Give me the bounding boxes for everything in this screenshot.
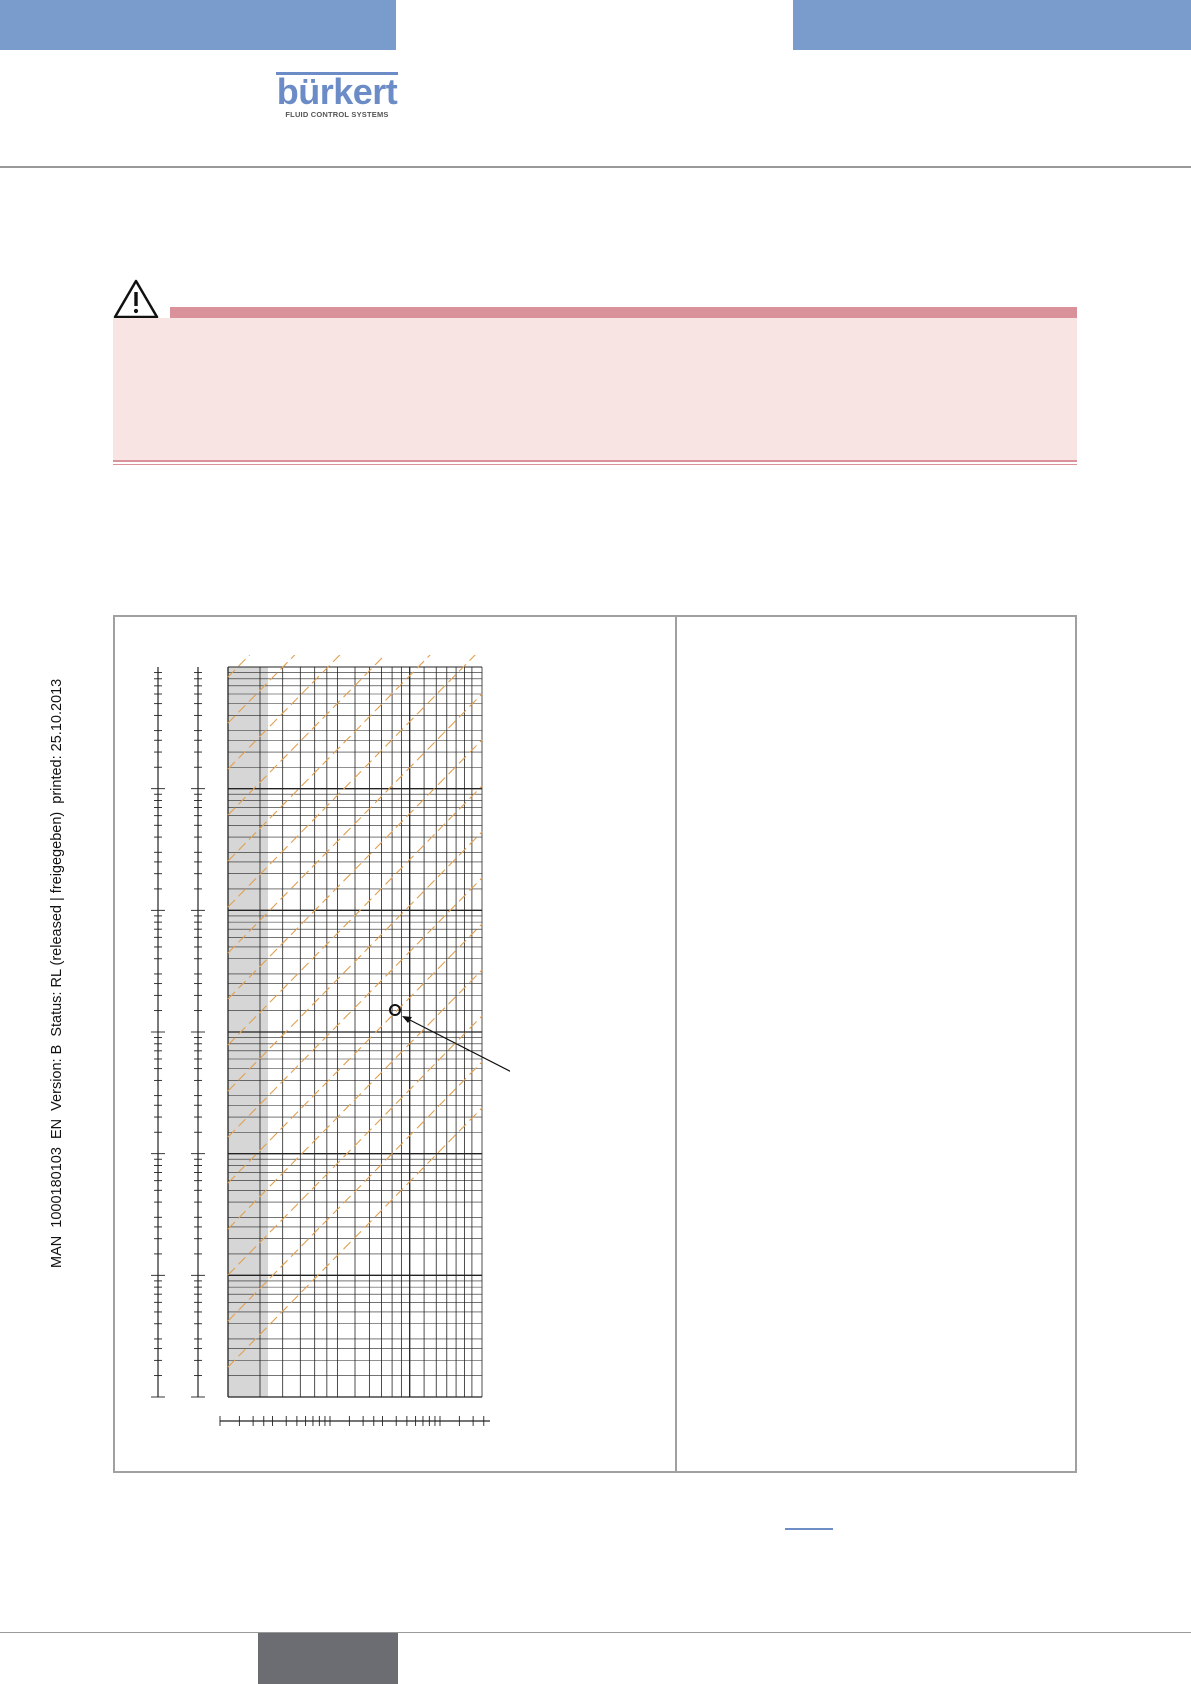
logo-wordmark: bürkert: [276, 71, 398, 112]
header-band-right: [793, 0, 1191, 50]
marker-circle: [390, 1005, 400, 1015]
warning-bottom-rule-thin: [113, 464, 1077, 465]
warning-bottom-rule: [113, 460, 1077, 462]
warning-box: [113, 318, 1077, 462]
nomogram-chart: [140, 655, 510, 1445]
footer-divider: [0, 1632, 1191, 1633]
marker-arrowhead: [402, 1016, 412, 1023]
figure-column-divider: [675, 617, 677, 1471]
document-info-vertical: MAN 1000180103 EN Version: B Status: RL (released | freigegeben) printed: 25.10.2013: [49, 678, 65, 1268]
logo-tagline: FLUID CONTROL SYSTEMS: [285, 110, 389, 119]
page-link-underline[interactable]: [785, 1528, 833, 1530]
footer-page-block: [258, 1633, 398, 1684]
warning-header-bar: [170, 307, 1077, 318]
header-band-left: [0, 0, 396, 50]
warning-triangle-icon: [112, 278, 160, 320]
header-divider: [0, 166, 1191, 168]
